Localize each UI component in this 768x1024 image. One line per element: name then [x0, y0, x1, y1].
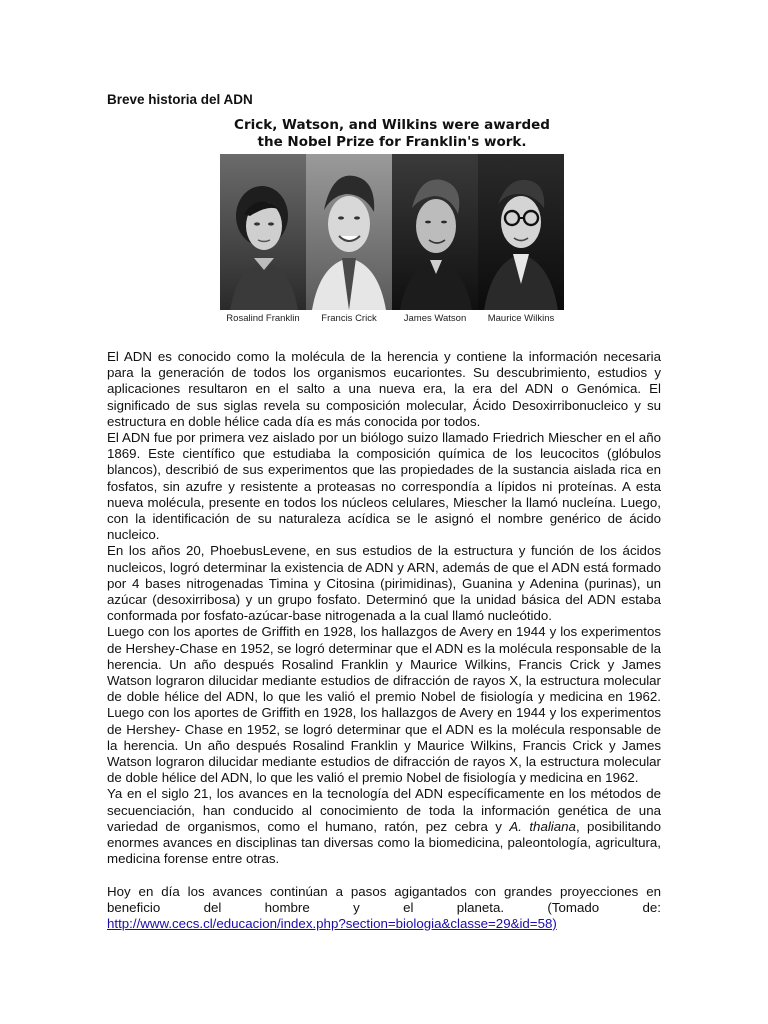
portrait-james-watson	[392, 154, 478, 310]
portrait-photos	[220, 154, 564, 310]
final-paragraph: Hoy en día los avances continúan a pasos agigantados con grandes proyecciones en beneficio del hombre y el planeta. (Tomado de:	[107, 883, 661, 915]
paragraph	[107, 786, 661, 867]
paragraph: En los años 20, PhoebusLevene, en sus estudios de la estructura y función de los ácidos nucleicos, logró determinar la existencia de ADN y ARN, además de que el ADN está formado por 4 bases nitrogenadas Timina y Citosina (pirimidinas), Guanina y Adenina (purinas), un azúcar (desoxirribosa) y un grupo fosfato. Determinó que la unidad básica del ADN estaba conformada por fosfato-azúcar-base nitrogenada a la cual llamó nucleótido.	[107, 543, 661, 624]
figure-caption	[220, 117, 564, 151]
source-paragraph	[107, 916, 661, 932]
figure-caption-line1: Crick, Watson, and Wilkins were awarded	[234, 117, 550, 133]
paragraph-gap	[107, 868, 661, 884]
portrait-rosalind-franklin	[220, 154, 306, 310]
nobel-figure	[220, 117, 564, 337]
body-text	[107, 349, 661, 932]
species-name: A. thaliana	[509, 818, 576, 834]
paragraph: El ADN es conocido como la molécula de la herencia y contiene la información necesaria para la generación de todos los organismos eucariontes. Su descubrimiento, estudios y aplicaciones resultaron en el salto a una nueva era, la era del ADN o Genómica. El significado de sus siglas revela su composición molecular, Ácido Desoxirribonucleico y su estructura en doble hélice cada día es más conocida por todos.	[107, 349, 661, 429]
name-label: Francis Crick	[321, 313, 377, 324]
paragraph-text: , posibilitando enormes avances en disciplinas tan diversas como la biomedicina, paleontología, agricultura, medicina forense entre otras.	[107, 818, 661, 867]
name-label: Rosalind Franklin	[226, 313, 300, 324]
document-page	[107, 91, 661, 932]
portrait-maurice-wilkins	[478, 154, 564, 310]
figure-caption-line2: the Nobel Prize for Franklin's work.	[257, 134, 527, 150]
portrait-names	[220, 313, 564, 324]
source-link[interactable]: http://www.cecs.cl/educacion/index.php?section=biologia&classe=29&id=58)	[107, 915, 557, 931]
paragraph: Luego con los aportes de Griffith en 1928, los hallazgos de Avery en 1944 y los experimentos de Hershey-Chase en 1952, se logró determinar que el ADN es la molécula responsable de la herencia. Un año después Rosalind Franklin y Maurice Wilkins, Francis Crick y James Watson lograron dilucidar mediante estudios de difracción de rayos X, la estructura molecular de doble hélice del ADN, lo que les valió el premio Nobel de fisiología y medicina en 1962. Luego con los aportes de Griffith en 1928, los hallazgos de Avery en 1944 y los experimentos de Hershey- Chase en 1952, se logró determinar que el ADN es la molécula responsable de la herencia. Un año después Rosalind Franklin y Maurice Wilkins, Francis Crick y James Watson lograron dilucidar mediante estudios de difracción de rayos X, la estructura molecular de doble hélice del ADN, lo que les valió el premio Nobel de fisiología y medicina en 1962.	[107, 624, 661, 786]
document-heading: Breve historia del ADN	[107, 92, 253, 107]
name-label: James Watson	[403, 313, 467, 324]
paragraph: El ADN fue por primera vez aislado por un biólogo suizo llamado Friedrich Miescher en el año 1869. Este científico que estudiaba la composición química de los leucocitos (glóbulos blancos), describió de sus experimentos que las propiedades de la sustancia aislada rica en fosfatos, sin azufre y resistente a proteasas no correspondía a lípidos ni proteínas. A esta nueva molécula, presente en todos los núcleos celulares, Miescher la llamó nucleína. Luego, con la identificación de su naturaleza acídica se le asignó el nombre genérico de ácido nucleico.	[107, 430, 661, 543]
name-label: Maurice Wilkins	[487, 313, 555, 324]
portrait-francis-crick	[306, 154, 392, 310]
paragraph-text: Ya en el siglo 21, los avances en la tecnología del ADN específicamente en los métodos de secuenciación, han conducido al conocimiento de toda la información genética de una variedad de organismos, como el humano, ratón, pez cebra y	[107, 786, 661, 834]
